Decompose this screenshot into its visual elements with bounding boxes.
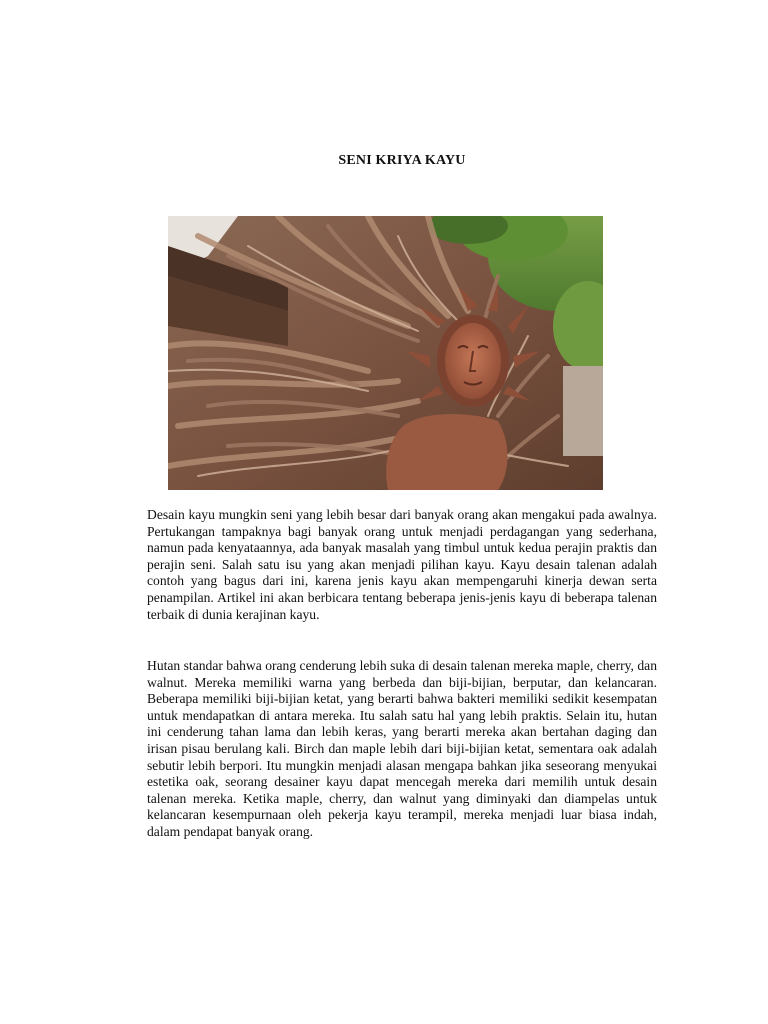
paragraph-2: Hutan standar bahwa orang cenderung lebih suka di desain talenan mereka maple, cherry, dan walnut. Mereka memiliki warna yang berbeda dan biji-bijian, berputar, dan kelancaran. Beberapa memiliki biji-bijian ketat, yang berarti bahwa bakteri memiliki sedikit kesempatan untuk mendapatkan di antara mereka. Itu salah satu hal yang lebih praktis. Selain itu, hutan ini cenderung tahan lama dan lebih keras, yang berarti mereka akan bertahan daging dan irisan pisau berulang kali. Birch dan maple lebih dari biji-bijian ketat, sementara oak adalah sebutir lebih berpori. Itu mungkin menjadi alasan mengapa bahkan jika seseorang menyukai estetika oak, seorang desainer kayu dapat mencegah mereka dari memilih untuk desain talenan mereka. Ketika maple, cherry, dan walnut yang diminyaki dan diampelas untuk kelancaran kesempurnaan oleh pekerja kayu terampil, mereka menjadi luar biasa indah, dalam pendapat banyak orang. [147, 658, 657, 839]
document-title: SENI KRIYA KAYU [338, 153, 466, 168]
wood-carving-photo [168, 216, 603, 490]
paragraph-1: Desain kayu mungkin seni yang lebih besar dari banyak orang akan mengakui pada awalnya. Pertukangan tampaknya bagi banyak orang untuk menjadi perdagangan yang sederhana, namun pada kenyataannya, ada banyak masalah yang timbul untuk kedua perajin praktis dan perajin seni. Salah satu isu yang akan menjadi pilihan kayu. Kayu desain talenan adalah contoh yang bagus dari ini, karena jenis kayu akan mempengaruhi kinerja dewan serta penampilan. Artikel ini akan berbicara tentang beberapa jenis-jenis kayu di beberapa talenan terbaik di dunia kerajinan kayu. [147, 507, 657, 622]
